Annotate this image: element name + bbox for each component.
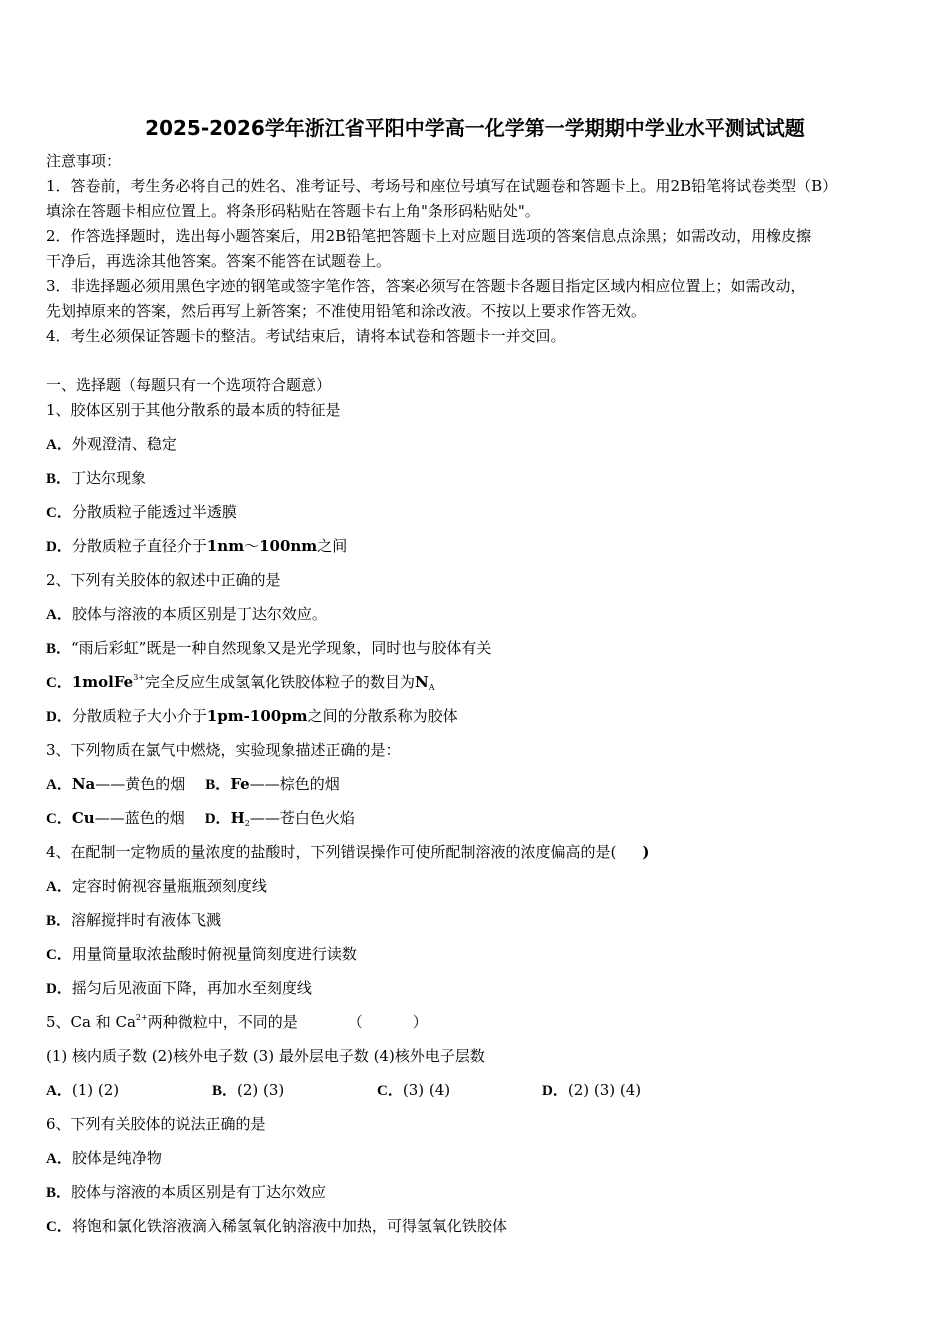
option-text: 摇匀后见液面下降，再加水至刻度线 (71, 979, 312, 997)
q2-option-a (46, 604, 906, 625)
notice-line: 先划掉原来的答案，然后再写上新答案；不准使用铅笔和涂改液。不按以上要求作答无效。 (46, 302, 647, 320)
q6-option-a (46, 1148, 906, 1169)
option-label: D． (46, 539, 72, 555)
paren-close: ) (642, 843, 650, 861)
option-text: 丁达尔现象 (71, 469, 147, 487)
option-label: C． (46, 1219, 72, 1235)
option-label: C． (46, 675, 72, 691)
q1-option-a (46, 434, 906, 455)
option-label: C． (46, 505, 72, 521)
option-label: B． (46, 641, 72, 657)
q6-option-c (46, 1216, 906, 1237)
option-text: 胶体是纯净物 (71, 1149, 162, 1167)
notice-line: 4．考生必须保证答题卡的整洁。考试结束后，请将本试卷和答题卡一并交回。 (46, 327, 566, 345)
option-text: 溶解搅拌时有液体飞溅 (71, 911, 222, 929)
q6-option-b (46, 1182, 906, 1203)
notice-line: 1．答卷前，考生务必将自己的姓名、准考证号、考场号和座位号填写在试题卷和答题卡上。用2B铅笔将试卷类型（B） (46, 177, 838, 195)
charge: 3+ (133, 673, 146, 682)
option-text: 分散质粒子能透过半透膜 (71, 503, 237, 521)
q3-options-cd (46, 808, 906, 829)
question-6-stem: 6、下列有关胶体的说法正确的是 (46, 1115, 266, 1133)
element: Cu (71, 809, 95, 827)
option-text: 完全反应生成氢氧化铁胶体粒子的数目为 (145, 673, 416, 691)
option-label: D． (46, 709, 72, 725)
option-label: A． (46, 777, 72, 793)
option-text: 分散质粒子大小介于 (71, 707, 207, 725)
option-text: 之间 (317, 537, 348, 555)
option-label: B． (46, 913, 72, 929)
option-text: ——棕色的烟 (249, 775, 340, 793)
question-5-stem (46, 1012, 906, 1032)
option-label: A． (46, 607, 72, 623)
stem-text: 5、Ca 和 Ca (46, 1013, 136, 1031)
q1-option-b (46, 468, 906, 489)
option-label: A． (46, 879, 72, 895)
q2-option-b (46, 638, 906, 659)
option-text: (3) (4) (402, 1081, 451, 1099)
subscript: 2 (244, 819, 250, 828)
q2-option-c (46, 672, 906, 693)
q4-option-a (46, 876, 906, 897)
option-label: B． (212, 1083, 238, 1099)
avogadro-symbol: N (415, 673, 429, 691)
question-4-stem (46, 842, 906, 862)
option-text: 之间的分散系称为胶体 (307, 707, 458, 725)
subscript: A (428, 683, 435, 692)
formula: 1molFe (71, 673, 134, 691)
option-text: 胶体与溶液的本质区别是丁达尔效应。 (71, 605, 327, 623)
option-label: D． (542, 1083, 568, 1099)
option-label: A． (46, 1151, 72, 1167)
charge: 2+ (135, 1013, 148, 1022)
option-text: (1) (2) (71, 1081, 120, 1099)
stem-text: 4、在配制一定物质的量浓度的盐酸时，下列错误操作可使所配制溶液的浓度偏高的是( (46, 843, 617, 861)
blank-close: ） (412, 1013, 428, 1031)
section-heading: 一、选择题（每题只有一个选项符合题意） (46, 376, 332, 394)
element: H (230, 809, 245, 827)
q3-options-ab (46, 774, 906, 795)
question-2-stem: 2、下列有关胶体的叙述中正确的是 (46, 571, 281, 589)
notice-line: 填涂在答题卡相应位置上。将条形码粘贴在答题卡右上角"条形码粘贴处"。 (46, 202, 540, 220)
q2-option-d (46, 706, 906, 727)
value: 100nm (259, 537, 318, 555)
value: 1nm (206, 537, 245, 555)
notice-line: 2．作答选择题时，选出每小题答案后，用2B铅笔把答题卡上对应题目选项的答案信息点涂黑；如需改动，用橡皮擦 (46, 227, 812, 245)
option-text: ——苍白色火焰 (249, 809, 355, 827)
option-text: ——蓝色的烟 (94, 809, 185, 827)
option-text: 分散质粒子直径介于 (71, 537, 207, 555)
option-label: B． (46, 1185, 72, 1201)
stem-text: 两种微粒中，不同的是 (147, 1013, 298, 1031)
option-text: 胶体与溶液的本质区别是有丁达尔效应 (71, 1183, 327, 1201)
tilde: ～ (244, 537, 260, 555)
option-text: 外观澄清、稳定 (71, 435, 177, 453)
element: Na (71, 775, 96, 793)
option-text: 定容时俯视容量瓶瓶颈刻度线 (71, 877, 267, 895)
q4-option-b (46, 910, 906, 931)
notice-line: 干净后，再选涂其他答案。答案不能答在试题卷上。 (46, 252, 392, 270)
option-label: C． (377, 1083, 403, 1099)
option-label: B． (205, 777, 231, 793)
q1-option-c (46, 502, 906, 523)
element: Fe (230, 775, 250, 793)
option-text: 将饱和氯化铁溶液滴入稀氢氧化钠溶液中加热，可得氢氧化铁胶体 (71, 1217, 507, 1235)
option-text: (2) (3) (4) (567, 1081, 642, 1099)
option-label: D． (46, 981, 72, 997)
q4-option-d (46, 978, 906, 999)
option-text: “雨后彩虹”既是一种自然现象又是光学现象，同时也与胶体有关 (71, 639, 492, 657)
option-label: A． (46, 437, 72, 453)
value: 1pm-100pm (206, 707, 308, 725)
option-label: B． (46, 471, 72, 487)
notice-line: 3．非选择题必须用黑色字迹的钢笔或签字笔作答，答案必须写在答题卡各题目指定区域内相应位置上；如需改动， (46, 277, 806, 295)
option-label: C． (46, 947, 72, 963)
q5-properties: (1) 核内质子数 (2)核外电子数 (3) 最外层电子数 (4)核外电子层数 (46, 1047, 485, 1065)
page-title: 2025-2026学年浙江省平阳中学高一化学第一学期期中学业水平测试试题 (145, 116, 805, 140)
option-label: C． (46, 811, 72, 827)
blank-open: （ (347, 1013, 363, 1031)
option-label: D． (204, 811, 231, 827)
option-text: (2) (3) (237, 1081, 285, 1099)
notice-heading: 注意事项： (46, 152, 122, 170)
question-1-stem: 1、胶体区别于其他分散系的最本质的特征是 (46, 401, 341, 419)
q1-option-d (46, 536, 906, 557)
question-3-stem: 3、下列物质在氯气中燃烧，实验现象描述正确的是： (46, 741, 401, 759)
option-text: 用量筒量取浓盐酸时俯视量筒刻度进行读数 (71, 945, 357, 963)
option-text: ——黄色的烟 (95, 775, 186, 793)
option-label: A． (46, 1083, 72, 1099)
q4-option-c (46, 944, 906, 965)
